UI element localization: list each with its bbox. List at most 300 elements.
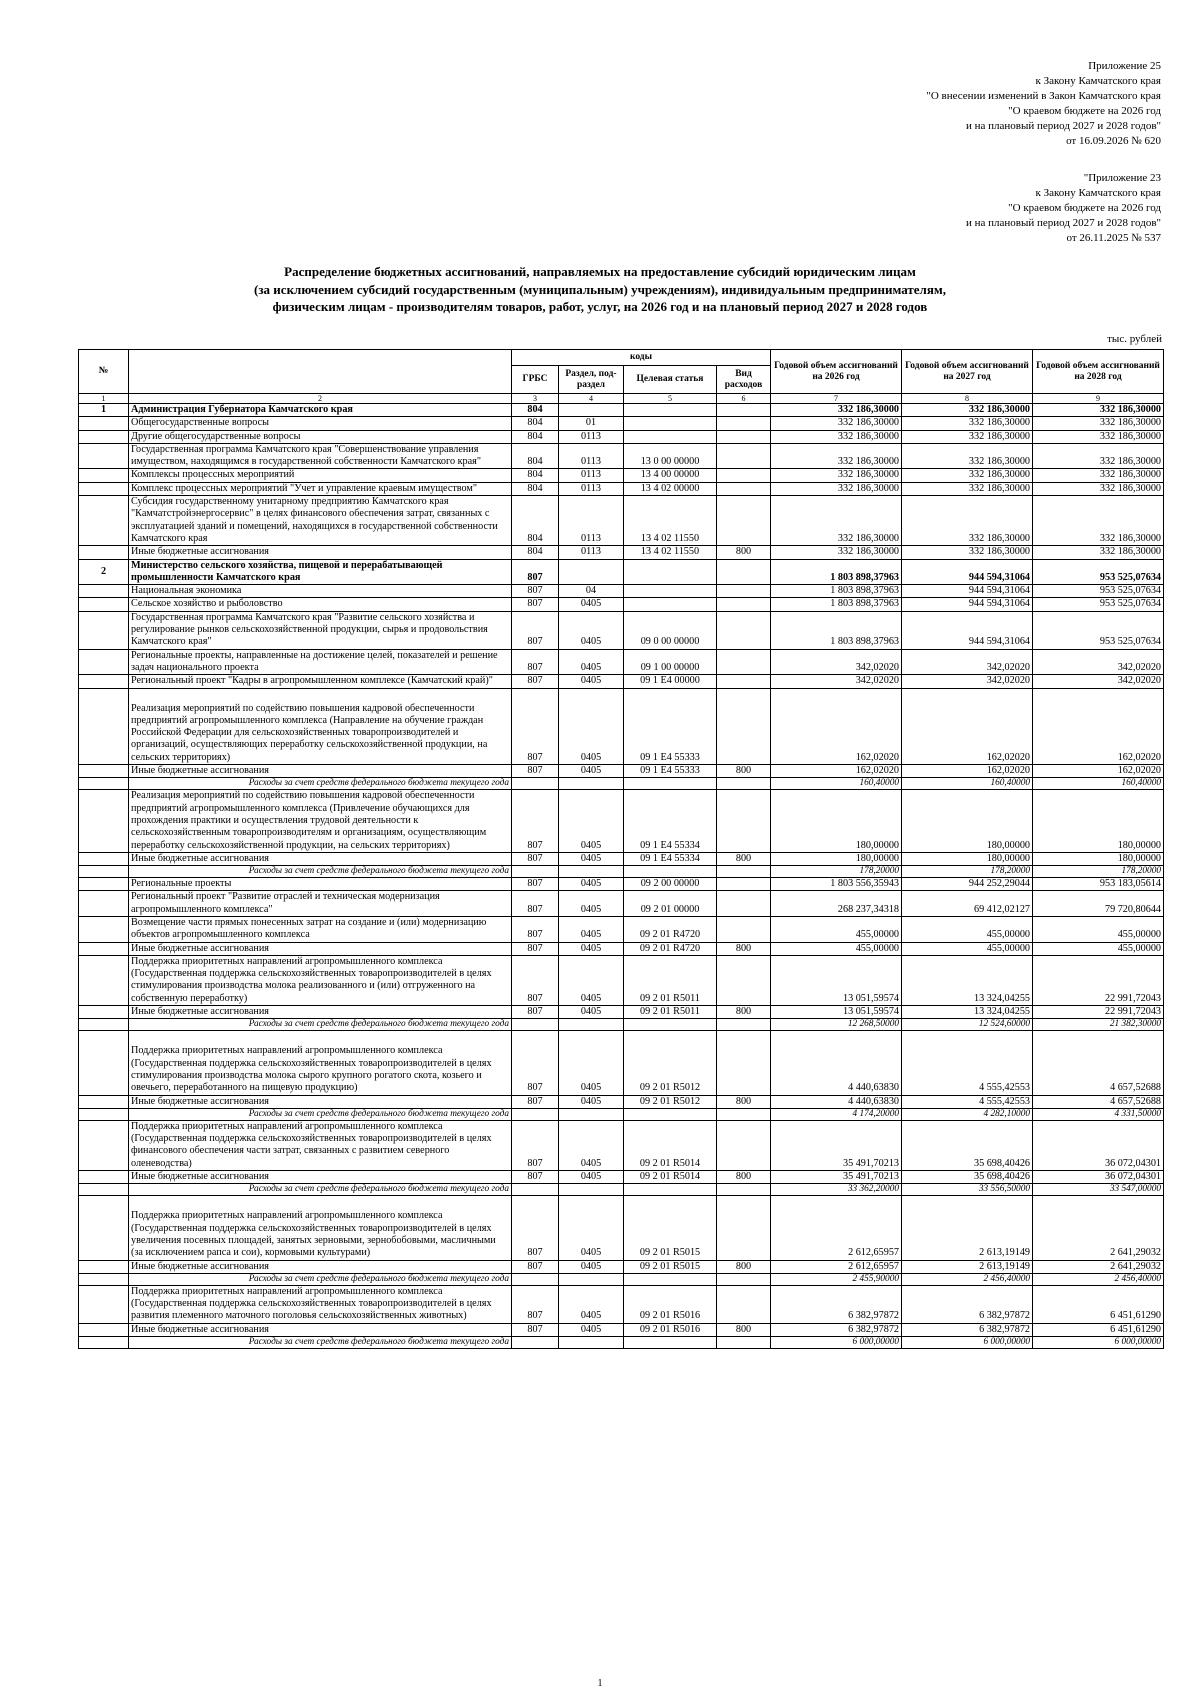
row-grbs: 804 — [512, 496, 559, 546]
row-razdel: 0405 — [559, 1260, 624, 1273]
row-grbs: 804 — [512, 469, 559, 482]
row-value-2026: 2 612,65957 — [771, 1260, 902, 1273]
table-row — [79, 598, 1164, 611]
row-vid — [717, 482, 771, 495]
row-value-2028: 79 720,80644 — [1033, 891, 1164, 917]
row-value-2026: 455,00000 — [771, 942, 902, 955]
row-name: Расходы за счет средств федерального бюджета текущего года — [129, 1019, 512, 1031]
row-value-2026: 1 803 898,37963 — [771, 611, 902, 649]
row-value-2028: 4 657,52688 — [1033, 1095, 1164, 1108]
row-value-2026: 1 803 898,37963 — [771, 598, 902, 611]
title-line: Распределение бюджетных ассигнований, направляемых на предоставление субсидий юридическим лицам — [284, 264, 916, 279]
row-razdel — [559, 1273, 624, 1285]
row-value-2026: 332 186,30000 — [771, 482, 902, 495]
row-target: 09 2 01 R5011 — [624, 1006, 717, 1019]
row-value-2027: 332 186,30000 — [902, 417, 1033, 430]
row-value-2026: 160,40000 — [771, 778, 902, 790]
row-vid — [717, 891, 771, 917]
table-row — [79, 942, 1164, 955]
row-number — [79, 1108, 129, 1120]
header-name — [129, 350, 512, 394]
row-target: 13 0 00 00000 — [624, 443, 717, 469]
row-grbs: 807 — [512, 1006, 559, 1019]
row-target — [624, 1184, 717, 1196]
row-target: 09 2 01 R4720 — [624, 916, 717, 942]
row-name: Иные бюджетные ассигнования — [129, 1323, 512, 1336]
appendix-23-block — [966, 171, 1161, 246]
row-grbs — [512, 1184, 559, 1196]
row-vid: 800 — [717, 1260, 771, 1273]
title-line: физическим лицам - производителям товаров, работ, услуг, на 2026 год и на плановый период 2027 и 2028 годов — [272, 299, 928, 314]
row-grbs: 807 — [512, 1260, 559, 1273]
row-vid — [717, 1196, 771, 1260]
row-razdel: 0113 — [559, 443, 624, 469]
row-name: Региональный проект "Кадры в агропромышленном комплексе (Камчатский край)" — [129, 675, 512, 688]
row-value-2027: 944 594,31064 — [902, 598, 1033, 611]
app2-line: "Приложение 23 — [1083, 172, 1161, 184]
row-target — [624, 559, 717, 585]
table-row — [79, 649, 1164, 675]
table-row — [79, 1285, 1164, 1323]
row-razdel: 0113 — [559, 546, 624, 559]
row-vid — [717, 404, 771, 417]
row-name: Поддержка приоритетных направлений агропромышленного комплекса (Государственная поддержка сельскохозяйственных товаропроизводителей в целях финансового обеспечения части затрат, связанных с развитием северного оленеводства) — [129, 1120, 512, 1170]
row-razdel: 0113 — [559, 469, 624, 482]
row-vid — [717, 1108, 771, 1120]
header-vid: Вид расходов — [717, 366, 771, 394]
table-row — [79, 891, 1164, 917]
table-row — [79, 1323, 1164, 1336]
row-name: Государственная программа Камчатского края "Совершенствование управления имуществом, находящимся в государственной собственности Камчатского края" — [129, 443, 512, 469]
row-value-2026: 4 440,63830 — [771, 1031, 902, 1095]
row-grbs: 807 — [512, 1120, 559, 1170]
header-target: Целевая статья — [624, 366, 717, 394]
row-name: Национальная экономика — [129, 585, 512, 598]
row-value-2027: 33 556,50000 — [902, 1184, 1033, 1196]
row-vid — [717, 585, 771, 598]
row-vid — [717, 790, 771, 852]
row-value-2028: 4 657,52688 — [1033, 1031, 1164, 1095]
table-row — [79, 1184, 1164, 1196]
header-2027: Годовой объем ассигнований на 2027 год — [902, 350, 1033, 394]
row-vid: 800 — [717, 852, 771, 865]
row-name: Региональные проекты — [129, 878, 512, 891]
app1-line: "О внесении изменений в Закон Камчатского края — [926, 90, 1161, 102]
row-vid — [717, 878, 771, 891]
row-name: Министерство сельского хозяйства, пищевой и перерабатывающей промышленности Камчатского края — [129, 559, 512, 585]
row-value-2028: 180,00000 — [1033, 790, 1164, 852]
row-number — [79, 1120, 129, 1170]
column-number: 2 — [129, 394, 512, 404]
column-number: 3 — [512, 394, 559, 404]
row-vid — [717, 649, 771, 675]
row-vid — [717, 916, 771, 942]
row-number: 1 — [79, 404, 129, 417]
row-grbs: 804 — [512, 404, 559, 417]
row-target: 13 4 02 11550 — [624, 496, 717, 546]
row-target: 09 2 01 00000 — [624, 891, 717, 917]
row-grbs — [512, 778, 559, 790]
header-grbs: ГРБС — [512, 366, 559, 394]
row-value-2026: 162,02020 — [771, 688, 902, 764]
row-grbs — [512, 1337, 559, 1349]
row-target — [624, 778, 717, 790]
row-vid — [717, 778, 771, 790]
table-row — [79, 675, 1164, 688]
document-title — [0, 263, 1200, 316]
table-body — [79, 404, 1164, 1349]
row-grbs: 807 — [512, 1196, 559, 1260]
row-value-2027: 178,20000 — [902, 866, 1033, 878]
table-row — [79, 1095, 1164, 1108]
row-value-2027: 332 186,30000 — [902, 469, 1033, 482]
row-grbs: 804 — [512, 430, 559, 443]
row-value-2027: 180,00000 — [902, 790, 1033, 852]
row-name: Расходы за счет средств федерального бюджета текущего года — [129, 866, 512, 878]
row-target: 09 1 E4 00000 — [624, 675, 717, 688]
row-value-2028: 4 331,50000 — [1033, 1108, 1164, 1120]
row-target — [624, 598, 717, 611]
row-name: Расходы за счет средств федерального бюджета текущего года — [129, 778, 512, 790]
row-name: Региональные проекты, направленные на достижение целей, показателей и решение задач национального проекта — [129, 649, 512, 675]
row-value-2026: 35 491,70213 — [771, 1171, 902, 1184]
table-row — [79, 443, 1164, 469]
row-grbs — [512, 1019, 559, 1031]
table-row — [79, 878, 1164, 891]
row-target: 09 2 01 R5012 — [624, 1031, 717, 1095]
row-value-2026: 1 803 898,37963 — [771, 559, 902, 585]
table-row — [79, 778, 1164, 790]
row-vid — [717, 1120, 771, 1170]
row-grbs: 807 — [512, 955, 559, 1005]
row-target: 09 2 01 R5015 — [624, 1196, 717, 1260]
row-number — [79, 443, 129, 469]
row-vid — [717, 688, 771, 764]
row-razdel — [559, 1337, 624, 1349]
row-grbs: 807 — [512, 649, 559, 675]
row-vid — [717, 866, 771, 878]
row-target: 09 2 01 R5015 — [624, 1260, 717, 1273]
row-number — [79, 916, 129, 942]
row-grbs: 804 — [512, 546, 559, 559]
row-number — [79, 942, 129, 955]
row-number — [79, 955, 129, 1005]
row-name: Иные бюджетные ассигнования — [129, 1095, 512, 1108]
column-number: 1 — [79, 394, 129, 404]
row-razdel: 0405 — [559, 891, 624, 917]
row-target: 09 2 01 R5014 — [624, 1120, 717, 1170]
row-value-2028: 332 186,30000 — [1033, 469, 1164, 482]
row-value-2027: 35 698,40426 — [902, 1171, 1033, 1184]
row-value-2026: 332 186,30000 — [771, 496, 902, 546]
row-number: 2 — [79, 559, 129, 585]
title-line: (за исключением субсидий государственным (муниципальным) учреждениям), индивидуальным предпринимателям, — [254, 281, 946, 297]
row-name: Реализация мероприятий по содействию повышения кадровой обеспеченности предприятий агропромышленного комплекса (Направление на обучение граждан Российской Федерации для сельскохозяйственных товаропроизводителей и организаций, осуществляющих переработку сельскохозяйственной продукции, на сельских территориях) — [129, 688, 512, 764]
row-value-2027: 332 186,30000 — [902, 430, 1033, 443]
table-row — [79, 559, 1164, 585]
row-target: 09 0 00 00000 — [624, 611, 717, 649]
row-number — [79, 1273, 129, 1285]
row-vid — [717, 496, 771, 546]
row-name: Иные бюджетные ассигнования — [129, 1260, 512, 1273]
row-number — [79, 878, 129, 891]
row-target: 09 2 01 R5016 — [624, 1323, 717, 1336]
app1-line: Приложение 25 — [1088, 60, 1161, 72]
column-numbers-row — [79, 394, 1164, 404]
row-razdel: 0405 — [559, 1285, 624, 1323]
row-value-2027: 332 186,30000 — [902, 482, 1033, 495]
row-razdel: 0405 — [559, 688, 624, 764]
row-grbs: 807 — [512, 1323, 559, 1336]
row-value-2026: 268 237,34318 — [771, 891, 902, 917]
row-vid — [717, 1337, 771, 1349]
row-name: Иные бюджетные ассигнования — [129, 765, 512, 778]
column-number: 9 — [1033, 394, 1164, 404]
row-value-2026: 332 186,30000 — [771, 404, 902, 417]
row-target — [624, 417, 717, 430]
row-number — [79, 598, 129, 611]
row-number — [79, 891, 129, 917]
row-value-2027: 944 252,29044 — [902, 878, 1033, 891]
table-row — [79, 765, 1164, 778]
row-target: 09 2 00 00000 — [624, 878, 717, 891]
row-value-2027: 13 324,04255 — [902, 955, 1033, 1005]
row-value-2028: 36 072,04301 — [1033, 1171, 1164, 1184]
row-vid: 800 — [717, 942, 771, 955]
row-target — [624, 1273, 717, 1285]
row-value-2028: 342,02020 — [1033, 675, 1164, 688]
row-grbs: 807 — [512, 878, 559, 891]
row-name: Комплекс процессных мероприятий "Учет и управление краевым имуществом" — [129, 482, 512, 495]
row-name: Субсидия государственному унитарному предприятию Камчатского края "Камчатстройэнергосервис" в целях финансового обеспечения затрат, связанных с эксплуатацией зданий и помещений, находящихся в государственной собственности Камчатского края — [129, 496, 512, 546]
row-value-2027: 6 382,97872 — [902, 1323, 1033, 1336]
row-value-2026: 162,02020 — [771, 765, 902, 778]
row-name: Поддержка приоритетных направлений агропромышленного комплекса (Государственная поддержка сельскохозяйственных товаропроизводителей в целях увеличения посевных площадей, занятых зерновыми, зернобобовыми, масличными (за исключением рапса и сои), кормовыми культурами) — [129, 1196, 512, 1260]
app1-line: и на плановый период 2027 и 2028 годов" — [965, 120, 1161, 132]
row-razdel: 0405 — [559, 955, 624, 1005]
table-row — [79, 955, 1164, 1005]
row-value-2028: 2 641,29032 — [1033, 1260, 1164, 1273]
table-row — [79, 1031, 1164, 1095]
row-vid — [717, 598, 771, 611]
row-grbs: 804 — [512, 443, 559, 469]
row-number — [79, 430, 129, 443]
table-row — [79, 611, 1164, 649]
row-target: 13 4 02 11550 — [624, 546, 717, 559]
row-grbs: 807 — [512, 675, 559, 688]
row-razdel: 0113 — [559, 430, 624, 443]
row-vid — [717, 469, 771, 482]
row-razdel: 0113 — [559, 496, 624, 546]
row-value-2028: 160,40000 — [1033, 778, 1164, 790]
row-target: 09 1 E4 55334 — [624, 790, 717, 852]
table-row — [79, 1120, 1164, 1170]
row-value-2028: 21 382,30000 — [1033, 1019, 1164, 1031]
row-value-2028: 332 186,30000 — [1033, 443, 1164, 469]
row-number — [79, 417, 129, 430]
row-razdel: 0405 — [559, 765, 624, 778]
row-number — [79, 496, 129, 546]
row-value-2027: 342,02020 — [902, 649, 1033, 675]
row-value-2028: 22 991,72043 — [1033, 955, 1164, 1005]
row-value-2026: 4 174,20000 — [771, 1108, 902, 1120]
row-number — [79, 1323, 129, 1336]
row-value-2027: 2 613,19149 — [902, 1260, 1033, 1273]
row-value-2026: 6 382,97872 — [771, 1323, 902, 1336]
row-razdel: 0405 — [559, 790, 624, 852]
row-name: Иные бюджетные ассигнования — [129, 852, 512, 865]
app1-line: от 16.09.2026 № 620 — [1066, 135, 1161, 147]
row-value-2028: 6 451,61290 — [1033, 1285, 1164, 1323]
column-number: 5 — [624, 394, 717, 404]
table-row — [79, 469, 1164, 482]
row-razdel: 0405 — [559, 1196, 624, 1260]
app2-line: от 26.11.2025 № 537 — [1066, 232, 1161, 244]
row-value-2026: 332 186,30000 — [771, 417, 902, 430]
row-value-2027: 2 456,40000 — [902, 1273, 1033, 1285]
row-value-2028: 332 186,30000 — [1033, 417, 1164, 430]
row-target — [624, 1108, 717, 1120]
row-value-2026: 2 455,90000 — [771, 1273, 902, 1285]
row-target — [624, 1019, 717, 1031]
row-number — [79, 1019, 129, 1031]
row-grbs: 807 — [512, 916, 559, 942]
row-razdel: 0405 — [559, 1095, 624, 1108]
row-value-2028: 162,02020 — [1033, 688, 1164, 764]
row-target: 09 1 E4 55333 — [624, 765, 717, 778]
table-row — [79, 688, 1164, 764]
row-name: Расходы за счет средств федерального бюджета текущего года — [129, 1108, 512, 1120]
row-value-2027: 4 555,42553 — [902, 1031, 1033, 1095]
row-value-2028: 332 186,30000 — [1033, 430, 1164, 443]
row-value-2026: 1 803 898,37963 — [771, 585, 902, 598]
row-value-2027: 13 324,04255 — [902, 1006, 1033, 1019]
table-row — [79, 496, 1164, 546]
row-razdel — [559, 866, 624, 878]
app2-line: к Закону Камчатского края — [1035, 187, 1161, 199]
table-row — [79, 404, 1164, 417]
row-value-2028: 22 991,72043 — [1033, 1006, 1164, 1019]
row-vid: 800 — [717, 1323, 771, 1336]
row-grbs: 804 — [512, 482, 559, 495]
row-vid — [717, 430, 771, 443]
table-row — [79, 1196, 1164, 1260]
app2-line: и на плановый период 2027 и 2028 годов" — [965, 217, 1161, 229]
row-value-2028: 332 186,30000 — [1033, 404, 1164, 417]
row-number — [79, 1006, 129, 1019]
row-target: 13 4 00 00000 — [624, 469, 717, 482]
row-grbs: 804 — [512, 417, 559, 430]
row-value-2027: 455,00000 — [902, 916, 1033, 942]
row-value-2026: 2 612,65957 — [771, 1196, 902, 1260]
row-number — [79, 482, 129, 495]
row-target: 13 4 02 00000 — [624, 482, 717, 495]
table-row — [79, 417, 1164, 430]
row-value-2028: 33 547,00000 — [1033, 1184, 1164, 1196]
table-row — [79, 1260, 1164, 1273]
header-2028: Годовой объем ассигнований на 2028 год — [1033, 350, 1164, 394]
row-value-2026: 342,02020 — [771, 649, 902, 675]
row-number — [79, 611, 129, 649]
row-razdel: 0405 — [559, 1120, 624, 1170]
row-target: 09 1 E4 55333 — [624, 688, 717, 764]
row-number — [79, 1196, 129, 1260]
row-vid — [717, 1184, 771, 1196]
table-row — [79, 1273, 1164, 1285]
row-value-2028: 342,02020 — [1033, 649, 1164, 675]
row-name: Иные бюджетные ассигнования — [129, 546, 512, 559]
app1-line: "О краевом бюджете на 2026 год — [1008, 105, 1161, 117]
row-razdel: 0113 — [559, 482, 624, 495]
row-razdel — [559, 559, 624, 585]
row-value-2026: 332 186,30000 — [771, 443, 902, 469]
row-value-2027: 6 382,97872 — [902, 1285, 1033, 1323]
column-number: 6 — [717, 394, 771, 404]
row-value-2028: 6 000,00000 — [1033, 1337, 1164, 1349]
row-razdel: 0405 — [559, 598, 624, 611]
row-value-2027: 35 698,40426 — [902, 1120, 1033, 1170]
row-value-2028: 2 641,29032 — [1033, 1196, 1164, 1260]
row-value-2028: 953 525,07634 — [1033, 585, 1164, 598]
row-razdel — [559, 778, 624, 790]
column-number: 7 — [771, 394, 902, 404]
row-value-2028: 162,02020 — [1033, 765, 1164, 778]
row-value-2026: 4 440,63830 — [771, 1095, 902, 1108]
table-row — [79, 866, 1164, 878]
row-value-2027: 332 186,30000 — [902, 546, 1033, 559]
row-value-2027: 162,02020 — [902, 688, 1033, 764]
column-number: 8 — [902, 394, 1033, 404]
row-razdel: 0405 — [559, 1031, 624, 1095]
row-number — [79, 469, 129, 482]
row-grbs: 807 — [512, 611, 559, 649]
row-number — [79, 546, 129, 559]
row-number — [79, 765, 129, 778]
row-number — [79, 866, 129, 878]
row-number — [79, 852, 129, 865]
row-name: Иные бюджетные ассигнования — [129, 1171, 512, 1184]
row-grbs: 807 — [512, 1171, 559, 1184]
header-2026: Годовой объем ассигнований на 2026 год — [771, 350, 902, 394]
row-vid — [717, 1273, 771, 1285]
row-value-2028: 2 456,40000 — [1033, 1273, 1164, 1285]
row-value-2027: 455,00000 — [902, 942, 1033, 955]
app2-line: "О краевом бюджете на 2026 год — [1008, 202, 1161, 214]
row-value-2027: 2 613,19149 — [902, 1196, 1033, 1260]
row-value-2028: 455,00000 — [1033, 916, 1164, 942]
row-target: 09 2 01 R5011 — [624, 955, 717, 1005]
row-value-2027: 944 594,31064 — [902, 559, 1033, 585]
row-value-2026: 6 000,00000 — [771, 1337, 902, 1349]
row-value-2026: 332 186,30000 — [771, 546, 902, 559]
row-value-2028: 6 451,61290 — [1033, 1323, 1164, 1336]
row-name: Общегосударственные вопросы — [129, 417, 512, 430]
row-value-2026: 180,00000 — [771, 852, 902, 865]
header-codes: коды — [512, 350, 771, 366]
row-number — [79, 1260, 129, 1273]
table-row — [79, 430, 1164, 443]
row-value-2027: 4 555,42553 — [902, 1095, 1033, 1108]
row-razdel: 0405 — [559, 852, 624, 865]
row-number — [79, 778, 129, 790]
row-grbs: 807 — [512, 598, 559, 611]
row-vid: 800 — [717, 1095, 771, 1108]
row-value-2028: 332 186,30000 — [1033, 482, 1164, 495]
row-value-2028: 36 072,04301 — [1033, 1120, 1164, 1170]
row-grbs: 807 — [512, 1095, 559, 1108]
row-razdel: 0405 — [559, 878, 624, 891]
row-value-2027: 332 186,30000 — [902, 404, 1033, 417]
